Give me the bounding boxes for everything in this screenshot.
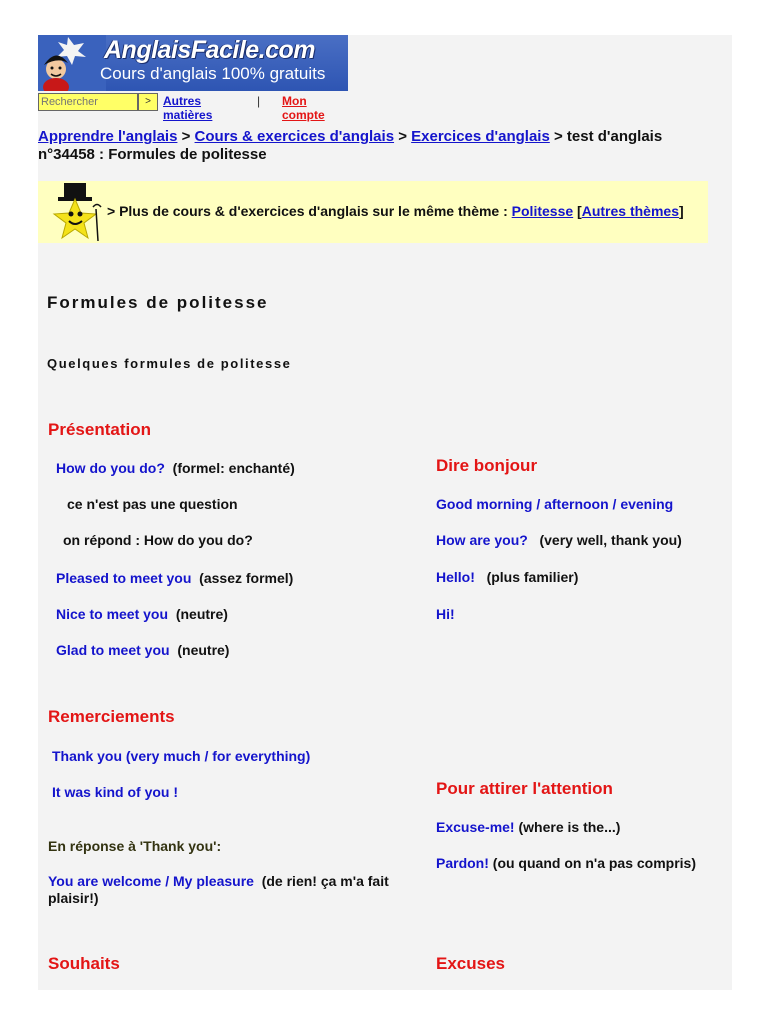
other-themes-link[interactable]: Autres thèmes (581, 203, 679, 219)
phrase-fr-continued: plaisir!) (48, 890, 99, 906)
theme-prefix: > Plus de cours & d'exercices d'anglais sur le même thème : (107, 203, 508, 219)
page-container (38, 35, 732, 990)
theme-text (107, 203, 684, 219)
breadcrumb-separator: > (181, 128, 191, 145)
phrase-en: Nice to meet you (56, 606, 169, 622)
search-button[interactable]: > (138, 93, 158, 111)
phrase-en: How do you do? (56, 460, 165, 476)
phrase-note (63, 531, 253, 549)
breadcrumb-link-exercises[interactable]: Exercices d'anglais (411, 128, 550, 145)
breadcrumb-link-learn[interactable]: Apprendre l'anglais (38, 128, 178, 145)
phrase-line (436, 495, 673, 513)
phrase-en: Pardon! (436, 855, 489, 871)
phrase-en: Good morning / afternoon / evening (436, 496, 674, 512)
phrase-line (436, 531, 682, 549)
phrase-en: Pleased to meet you (56, 570, 192, 586)
phrase-line (52, 747, 310, 765)
breadcrumb-link-courses[interactable]: Cours & exercices d'anglais (194, 128, 395, 145)
phrase-fr: (very well, thank you) (539, 532, 682, 548)
phrase-en: Hello! (436, 569, 475, 585)
phrase-line (56, 605, 228, 623)
phrase-line (436, 818, 620, 836)
phrase-fr: (de rien! ça m'a fait (261, 873, 389, 889)
theme-box (38, 181, 708, 243)
phrase-en: Thank you (very much / for everything) (52, 748, 311, 764)
breadcrumb (38, 128, 718, 164)
phrase-line (436, 854, 696, 872)
phrase-line (56, 641, 229, 659)
breadcrumb-separator: > (398, 128, 407, 145)
phrase-en: You are welcome / My pleasure (48, 873, 254, 889)
phrase-en: It was kind of you ! (52, 784, 179, 800)
phrase-en: Hi! (436, 606, 455, 622)
phrase-fr: (plus familier) (486, 569, 579, 585)
phrase-fr: (neutre) (175, 606, 228, 622)
phrase-en: How are you? (436, 532, 528, 548)
site-logo[interactable] (38, 35, 348, 91)
my-account-link[interactable]: Mon compte (282, 94, 325, 122)
lesson-title: Formules de politesse (47, 293, 269, 312)
phrase-en: Glad to meet you (56, 642, 170, 658)
phrase-en: Excuse-me! (436, 819, 515, 835)
phrase-line (436, 568, 578, 586)
other-subjects-link[interactable]: Autres matières (163, 94, 213, 122)
bracket-open: [ (577, 203, 582, 219)
bracket-close: ] (678, 203, 684, 219)
phrase-fr: (formel: enchanté) (172, 460, 295, 476)
star-mascot-icon (48, 183, 104, 243)
phrase-fr: (neutre) (177, 642, 230, 658)
phrase-line (52, 783, 178, 801)
theme-link-politesse[interactable]: Politesse (511, 203, 574, 219)
lesson-subtitle: Quelques formules de politesse (47, 356, 292, 371)
heading-attirer-attention: Pour attirer l'attention (436, 779, 613, 798)
nav-separator: | (257, 94, 261, 108)
heading-remerciements: Remerciements (48, 707, 175, 726)
logo-title: AnglaisFacile.com (104, 36, 316, 64)
phrase-fr: (where is the...) (518, 819, 621, 835)
search-input[interactable] (38, 93, 138, 111)
phrase-fr: (ou quand on n'a pas compris) (492, 855, 697, 871)
heading-souhaits: Souhaits (48, 954, 120, 973)
heading-presentation: Présentation (48, 420, 151, 439)
reply-label: En réponse à 'Thank you': (48, 838, 222, 854)
logo-subtitle: Cours d'anglais 100% gratuits (100, 64, 326, 83)
phrase-note (67, 495, 238, 513)
phrase-fr: (assez formel) (199, 570, 294, 586)
heading-dire-bonjour: Dire bonjour (436, 456, 538, 475)
mascot-logo-icon (38, 35, 106, 91)
phrase-line (48, 872, 389, 890)
breadcrumb-current: test d'anglais n°34458 : Formules de politesse (38, 128, 663, 163)
phrase-line (436, 605, 455, 623)
heading-excuses: Excuses (436, 954, 505, 973)
phrase-fr: ce n'est pas une question (67, 496, 238, 512)
breadcrumb-separator: > (553, 128, 563, 145)
phrase-line (56, 459, 295, 477)
phrase-fr: on répond : How do you do? (63, 532, 253, 548)
phrase-line (56, 569, 293, 587)
